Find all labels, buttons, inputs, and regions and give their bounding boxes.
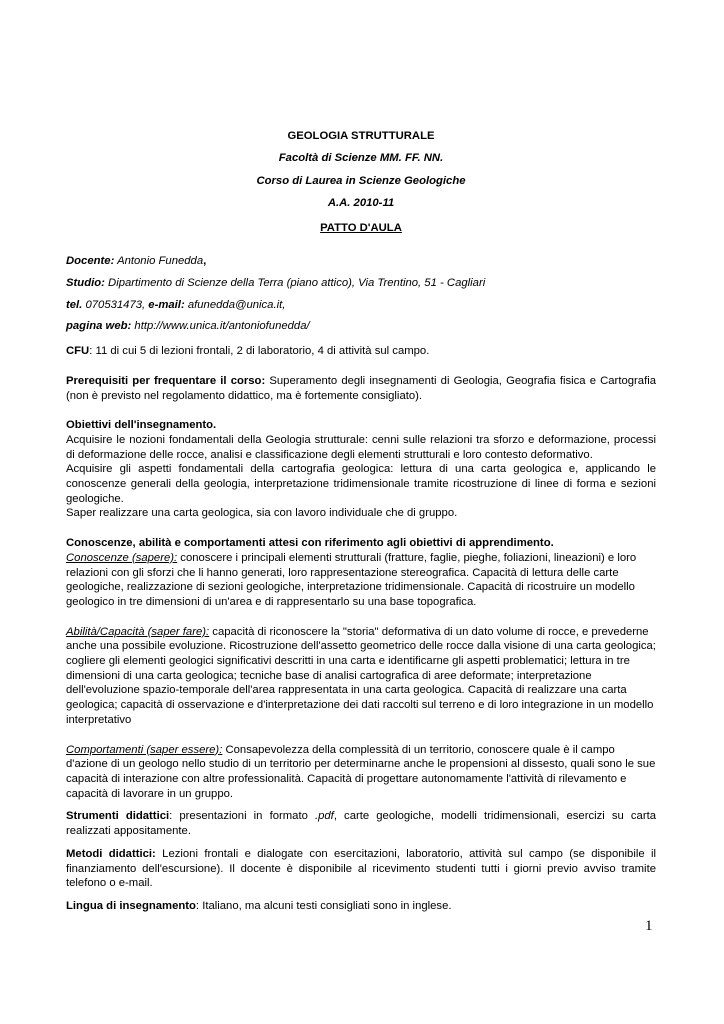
academic-year: A.A. 2010-11 (327, 196, 395, 209)
strumenti-paragraph: Strumenti didattici: presentazioni in formato .pdf, carte geologiche, modelli tridimensionali, esercizi su carta realizzati appositamente. (66, 810, 657, 838)
email-link[interactable]: afunedda@unica.it, (184, 298, 286, 311)
page-number: 1 (645, 918, 653, 934)
conoscenze-saper-fare: Abilità/Capacità (saper fare): capacità di riconoscere la "storia" deformativa di un dato volume di rocce, e prevederne anche una possibile evoluzione. Ricostruzione dell'assetto geometrico delle rocce dalla visione di una carta geologica; cogliere gli elementi geologici significativi descritti in una carta e identificarne gli aspetti problematici; lettura in tre dimensioni di una carta geologica; tecniche base di analisi cartografica di aree deformate; interpretazione dell'evoluzione spazio-temporale dell'area rappresentata in una carta geologica. Capacità di realizzare una carta geologica; capacità di osservazione e d'interpretazione dei dati raccolti sul terreno e di loro integrazione in un modello interpretativo (66, 625, 656, 726)
conoscenze-sapere: Conoscenze (sapere): conoscere i principali elementi strutturali (fratture, faglie, pieghe, foliazioni, lineazioni) e loro relazioni con gli sforzi che li hanno generati, loro rappresentazione stereografica. Capacità di lettura delle carte geologiche, realizzazione di sezioni geologiche, interpretazione tridimensionale. Capacità di ricostruire un modello geologico in tre dimensioni di un'area e di rappresentarlo su una base topografica. (66, 551, 637, 608)
studio-line: Studio: Dipartimento di Scienze della Terra (piano attico), Via Trentino, 51 - Cagliari (66, 277, 486, 289)
contact-line: tel. 070531473, e-mail: afunedda@unica.it, (66, 298, 286, 311)
obiettivi-paragraph-2: Acquisire gli aspetti fondamentali della cartografia geologica: lettura di una carta geologica e, applicando le conoscenze generali della geologia, interpretazione tridimensionale tramite ricostruzione di linee di forma e sezioni geologiche. (66, 463, 656, 505)
course-title: GEOLOGIA STRUTTURALE (287, 130, 435, 142)
prerequisiti-paragraph: Prerequisiti per frequentare il corso: Superamento degli insegnamenti di Geologia, Geografia fisica e Cartografia (non è previsto nel regolamento didattico, ma è fortemente consigliato). (66, 374, 656, 402)
faculty-line: Facoltà di Scienze MM. FF. NN. (278, 152, 444, 165)
conoscenze-heading: Conoscenze, abilità e comportamenti attesi con riferimento agli obiettivi di apprendimento. (66, 537, 554, 550)
web-line: pagina web: http://www.unica.it/antoniofunedda/ (66, 320, 310, 333)
conoscenze-saper-essere: Comportamenti (saper essere): Consapevolezza della complessità di un territorio, conoscere quale è il campo d'azione di un geologo nello studio di un territorio per determinarne anche le propensioni al dissesto, quali sono le sue capacità di interazione con altre professionalità. Capacità di progettare autonomamente l'attività di rilevamento e capacità di lavorare in un gruppo. (66, 743, 656, 800)
document-body (66, 129, 656, 914)
obiettivi-heading: Obiettivi dell'insegnamento. (66, 419, 217, 432)
cfu-line: CFU: 11 di cui 5 di lezioni frontali, 2 di laboratorio, 4 di attività sul campo. (66, 345, 430, 358)
document-title: PATTO D'AULA (320, 221, 402, 234)
metodi-paragraph: Metodi didattici: Lezioni frontali e dialogate con esercitazioni, laboratorio, attività sul campo (se disponibile il finanziamento dell'escursione). Il docente è disponibile al ricevimento studenti tutti i giorni previo avviso tramite telefono o e-mail. (66, 847, 657, 890)
degree-course-line: Corso di Laurea in Scienze Geologiche (256, 174, 466, 187)
docente-line: Docente: Antonio Funedda, (66, 255, 207, 268)
obiettivi-paragraph-3: Saper realizzare una carta geologica, sia con lavoro individuale che di gruppo. (66, 507, 458, 520)
web-link[interactable]: http://www.unica.it/antoniofunedda/ (131, 320, 310, 333)
obiettivi-paragraph-1: Acquisire le nozioni fondamentali della Geologia strutturale: cenni sulle relazioni tra sforzo e deformazione, processi di deformazione delle rocce, analisi e classificazione degli elementi strutturali e loro contesto deformativo. (66, 433, 656, 461)
lingua-paragraph: Lingua di insegnamento: Italiano, ma alcuni testi consigliati sono in inglese. (66, 899, 452, 912)
